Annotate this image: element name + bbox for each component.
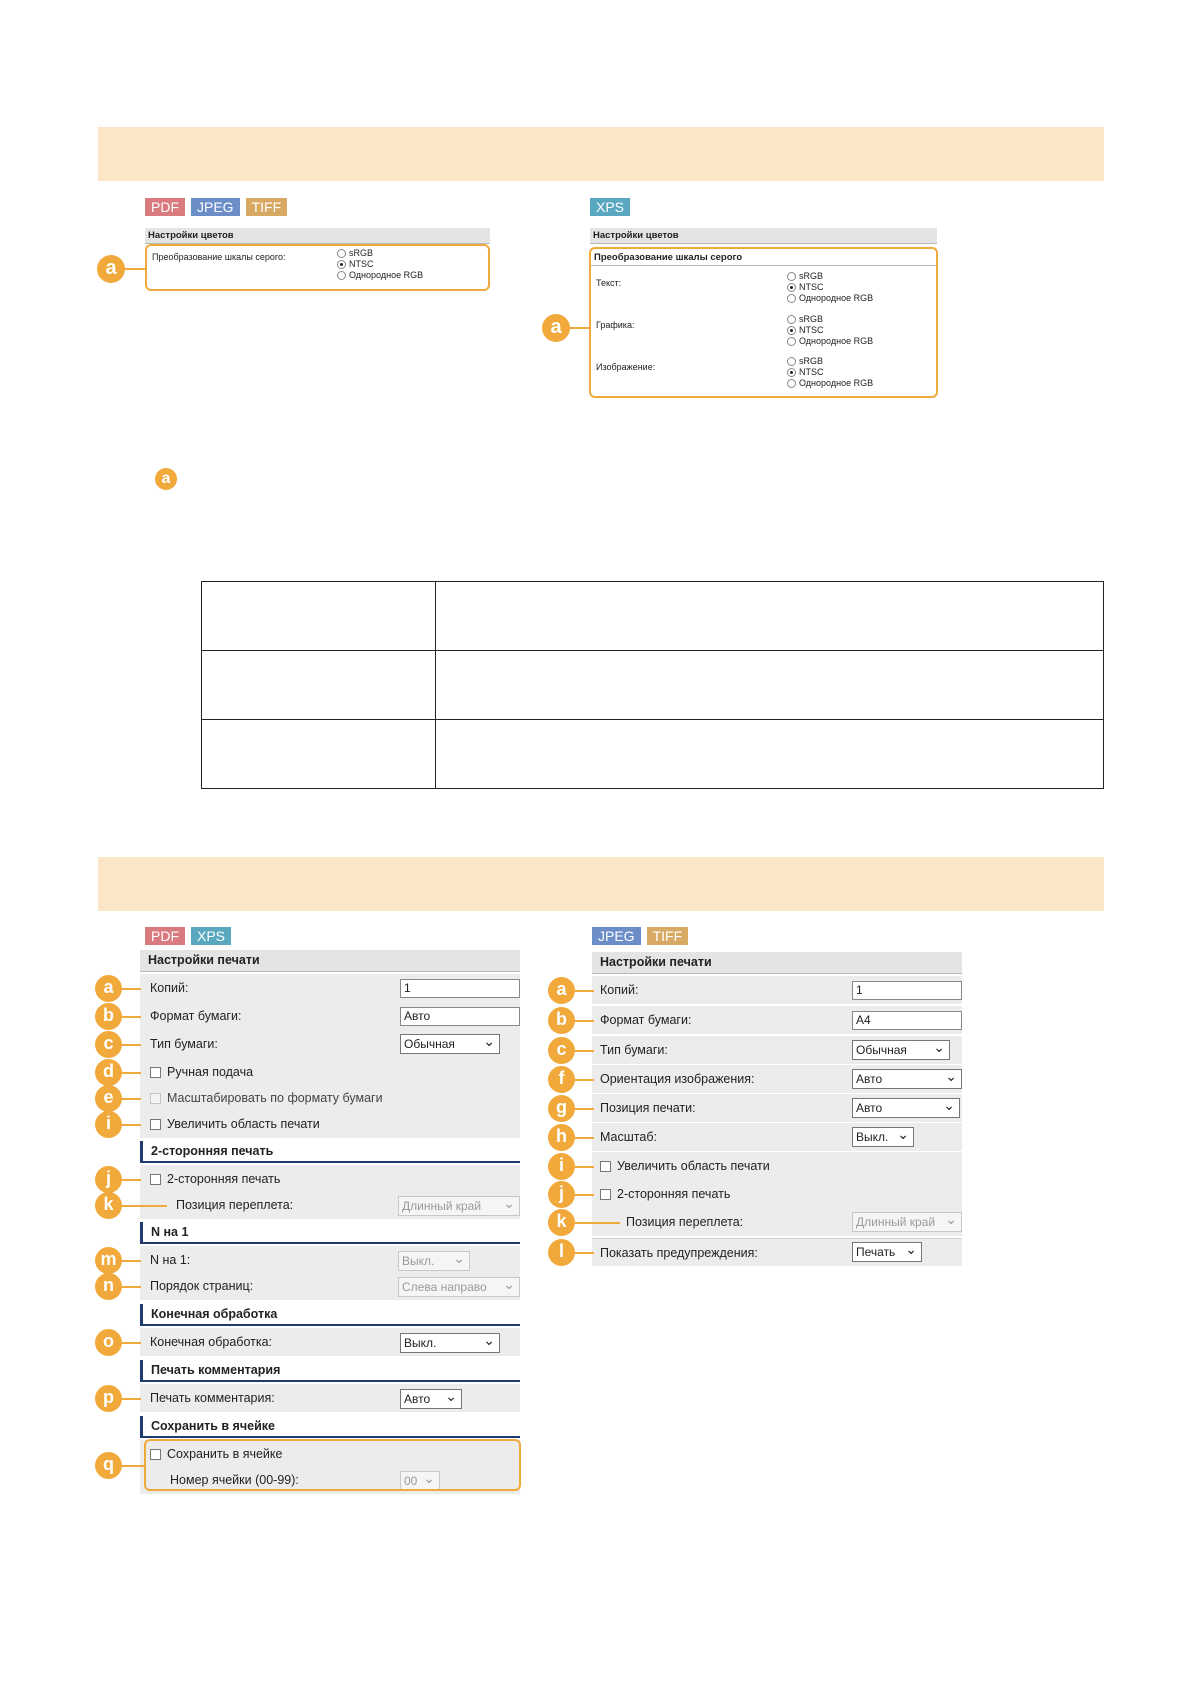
callout-line xyxy=(124,268,146,270)
panel-title: Настройки печати xyxy=(140,950,520,972)
graphics-radio-srgb[interactable]: sRGB xyxy=(787,314,873,325)
radio-ntsc[interactable]: NTSC xyxy=(337,259,423,270)
callout-badge-l: l xyxy=(548,1239,575,1266)
scale-select[interactable]: Выкл. ⌄ xyxy=(852,1127,914,1147)
print-settings-panel-left xyxy=(140,950,520,1520)
panel-header: Настройки цветов xyxy=(145,228,490,244)
callout-line xyxy=(572,1222,620,1224)
enlarge-area-label: Увеличить область печати xyxy=(167,1117,320,1131)
callout-line xyxy=(572,1137,594,1139)
callout-line xyxy=(572,1108,594,1110)
highlight-box xyxy=(144,1439,521,1491)
panel-header: Настройки цветов xyxy=(590,228,937,244)
duplex-section-header: 2-сторонняя печать xyxy=(140,1141,520,1163)
panel-title: Настройки печати xyxy=(592,952,962,974)
callout-line xyxy=(119,1205,167,1207)
callout-badge-c: c xyxy=(95,1031,122,1058)
callout-badge-c: c xyxy=(548,1037,575,1064)
comment-select[interactable]: Авто ⌄ xyxy=(400,1389,462,1409)
callout-badge-h: h xyxy=(548,1124,575,1151)
tag-pdf: PDF xyxy=(145,927,185,945)
section-header-band-1 xyxy=(98,127,1104,181)
binding-label: Позиция переплета: xyxy=(626,1215,744,1229)
comment-label: Печать комментария: xyxy=(150,1391,275,1405)
warnings-select[interactable]: Печать ⌄ xyxy=(852,1242,922,1262)
duplex-row[interactable] xyxy=(140,1165,520,1193)
callout-line xyxy=(572,1252,594,1254)
box-number-label: Номер ячейки (00-99): xyxy=(170,1473,299,1487)
duplex-checkbox[interactable] xyxy=(150,1174,161,1185)
callout-line xyxy=(572,1020,594,1022)
copies-input[interactable]: 1 xyxy=(852,981,962,1000)
callout-line xyxy=(572,1079,594,1081)
callout-line xyxy=(572,1166,594,1168)
paper-size-label: Формат бумаги: xyxy=(600,1013,692,1027)
grayscale-label: Преобразование шкалы серого: xyxy=(152,252,286,262)
comment-row xyxy=(140,1384,520,1412)
paper-size-input[interactable]: Авто xyxy=(400,1007,520,1026)
callout-badge-a: a xyxy=(542,314,570,342)
print-position-select[interactable]: Авто ⌄ xyxy=(852,1098,960,1118)
callout-line xyxy=(119,1072,141,1074)
image-label: Изображение: xyxy=(596,362,656,372)
callout-badge-o: o xyxy=(95,1329,122,1356)
finishing-label: Конечная обработка: xyxy=(150,1335,273,1349)
callout-badge-g: g xyxy=(548,1095,575,1122)
duplex-label: 2-сторонняя печать xyxy=(617,1187,731,1201)
graphics-label: Графика: xyxy=(596,320,635,330)
callout-line xyxy=(572,1050,594,1052)
enlarge-area-row[interactable] xyxy=(592,1152,962,1180)
nup-label: N на 1: xyxy=(150,1253,191,1267)
callout-badge-k: k xyxy=(548,1209,575,1236)
callout-line xyxy=(119,1044,141,1046)
callout-badge-j: j xyxy=(95,1166,122,1193)
text-radio-srgb[interactable]: sRGB xyxy=(787,271,873,282)
nup-select[interactable]: Выкл. ⌄ xyxy=(398,1251,470,1271)
print-settings-panel-right xyxy=(592,952,962,1270)
format-tags-left-2 xyxy=(145,927,231,945)
callout-line xyxy=(119,988,141,990)
orientation-label: Ориентация изображения: xyxy=(600,1072,755,1086)
page-order-select[interactable]: Слева направо ⌄ xyxy=(398,1277,520,1297)
callout-badge-e: e xyxy=(95,1085,122,1112)
table-row xyxy=(202,582,1104,651)
fit-paper-checkbox[interactable] xyxy=(150,1093,161,1104)
radio-uniform-rgb[interactable]: Однородное RGB xyxy=(337,270,423,281)
text-radio-ntsc[interactable]: NTSC xyxy=(787,282,873,293)
section-header-band-2 xyxy=(98,857,1104,911)
tag-jpeg: JPEG xyxy=(592,927,641,945)
binding-select[interactable]: Длинный край ⌄ xyxy=(398,1196,520,1216)
format-tags-left-1 xyxy=(145,198,287,216)
graphics-radio-uniform-rgb[interactable]: Однородное RGB xyxy=(787,336,873,347)
callout-badge-n: n xyxy=(95,1273,122,1300)
text-radio-uniform-rgb[interactable]: Однородное RGB xyxy=(787,293,873,304)
copies-input[interactable]: 1 xyxy=(400,979,520,998)
callout-badge-q: q xyxy=(95,1452,122,1479)
callout-line xyxy=(572,1194,594,1196)
paper-type-label: Тип бумаги: xyxy=(600,1043,668,1057)
paper-size-input[interactable]: A4 xyxy=(852,1011,962,1030)
callout-badge-i: i xyxy=(548,1153,575,1180)
callout-badge-b: b xyxy=(95,1003,122,1030)
enlarge-area-label: Увеличить область печати xyxy=(617,1159,770,1173)
enlarge-area-checkbox[interactable] xyxy=(600,1161,611,1172)
format-tags-right-1 xyxy=(590,198,630,216)
manual-feed-row[interactable] xyxy=(140,1058,520,1086)
enlarge-area-checkbox[interactable] xyxy=(150,1119,161,1130)
callout-line xyxy=(572,990,594,992)
text-label: Текст: xyxy=(596,278,622,288)
copies-label: Копий: xyxy=(150,981,189,995)
highlight-box xyxy=(589,247,938,398)
image-radio-uniform-rgb[interactable]: Однородное RGB xyxy=(787,378,873,389)
callout-badge-a: a xyxy=(548,977,575,1004)
callout-badge-k: k xyxy=(95,1192,122,1219)
box-section-header: Сохранить в ячейке xyxy=(140,1416,520,1438)
duplex-row[interactable] xyxy=(592,1180,962,1208)
option-description-table xyxy=(201,581,1104,789)
comment-section-header: Печать комментария xyxy=(140,1360,520,1382)
print-position-label: Позиция печати: xyxy=(600,1101,696,1115)
paper-type-select[interactable]: Обычная ⌄ xyxy=(400,1034,500,1054)
paper-type-select[interactable]: Обычная ⌄ xyxy=(852,1040,950,1060)
box-label: Сохранить в ячейке xyxy=(167,1447,283,1461)
callout-badge-f: f xyxy=(548,1066,575,1093)
callout-line xyxy=(119,1098,141,1100)
tag-tiff: TIFF xyxy=(647,927,689,945)
box-number-select[interactable]: 00 ⌄ xyxy=(400,1471,440,1491)
orientation-select[interactable]: Авто ⌄ xyxy=(852,1069,962,1089)
tag-xps: XPS xyxy=(590,198,630,216)
callout-line xyxy=(119,1398,141,1400)
fit-paper-label: Масштабировать по формату бумаги xyxy=(167,1091,383,1105)
highlight-box xyxy=(145,244,490,291)
format-tags-right-2 xyxy=(592,927,688,945)
graphics-radio-ntsc[interactable]: NTSC xyxy=(787,325,873,336)
tag-jpeg: JPEG xyxy=(191,198,240,216)
manual-feed-label: Ручная подача xyxy=(167,1065,254,1079)
callout-badge-d: d xyxy=(95,1059,122,1086)
tag-pdf: PDF xyxy=(145,198,185,216)
callout-line xyxy=(119,1465,145,1467)
paper-type-label: Тип бумаги: xyxy=(150,1037,218,1051)
duplex-label: 2-сторонняя печать xyxy=(167,1172,281,1186)
callout-line xyxy=(119,1179,141,1181)
callout-badge-m: m xyxy=(95,1247,122,1274)
duplex-checkbox[interactable] xyxy=(600,1189,611,1200)
callout-line xyxy=(119,1342,141,1344)
finishing-select[interactable]: Выкл. ⌄ xyxy=(400,1333,500,1353)
fit-paper-row[interactable] xyxy=(140,1084,520,1112)
callout-badge-p: p xyxy=(95,1385,122,1412)
manual-feed-checkbox[interactable] xyxy=(150,1067,161,1078)
table-row xyxy=(202,651,1104,720)
warnings-label: Показать предупреждения: xyxy=(600,1245,758,1260)
tag-xps: XPS xyxy=(191,927,231,945)
radio-srgb[interactable]: sRGB xyxy=(337,248,423,259)
image-radio-srgb[interactable]: sRGB xyxy=(787,356,873,367)
callout-badge-i: i xyxy=(95,1111,122,1138)
callout-line xyxy=(119,1124,141,1126)
callout-badge-a: a xyxy=(95,975,122,1002)
scale-label: Масштаб: xyxy=(600,1130,657,1144)
callout-line xyxy=(119,1260,141,1262)
binding-select[interactable]: Длинный край ⌄ xyxy=(852,1212,962,1232)
callout-line xyxy=(119,1016,141,1018)
paper-size-label: Формат бумаги: xyxy=(150,1009,242,1023)
callout-badge-j: j xyxy=(548,1181,575,1208)
description-badge-a: a xyxy=(155,468,177,490)
tag-tiff: TIFF xyxy=(246,198,288,216)
enlarge-area-row[interactable] xyxy=(140,1110,520,1138)
finishing-section-header: Конечная обработка xyxy=(140,1304,520,1326)
callout-line xyxy=(569,327,591,329)
table-row xyxy=(202,720,1104,789)
nup-section-header: N на 1 xyxy=(140,1222,520,1244)
callout-line xyxy=(119,1286,141,1288)
page-order-label: Порядок страниц: xyxy=(150,1279,254,1293)
copies-label: Копий: xyxy=(600,983,639,997)
callout-badge-a: a xyxy=(97,255,125,283)
image-radio-ntsc[interactable]: NTSC xyxy=(787,367,873,378)
grayscale-subheader: Преобразование шкалы серого xyxy=(594,252,743,263)
callout-badge-b: b xyxy=(548,1007,575,1034)
binding-label: Позиция переплета: xyxy=(176,1198,294,1212)
